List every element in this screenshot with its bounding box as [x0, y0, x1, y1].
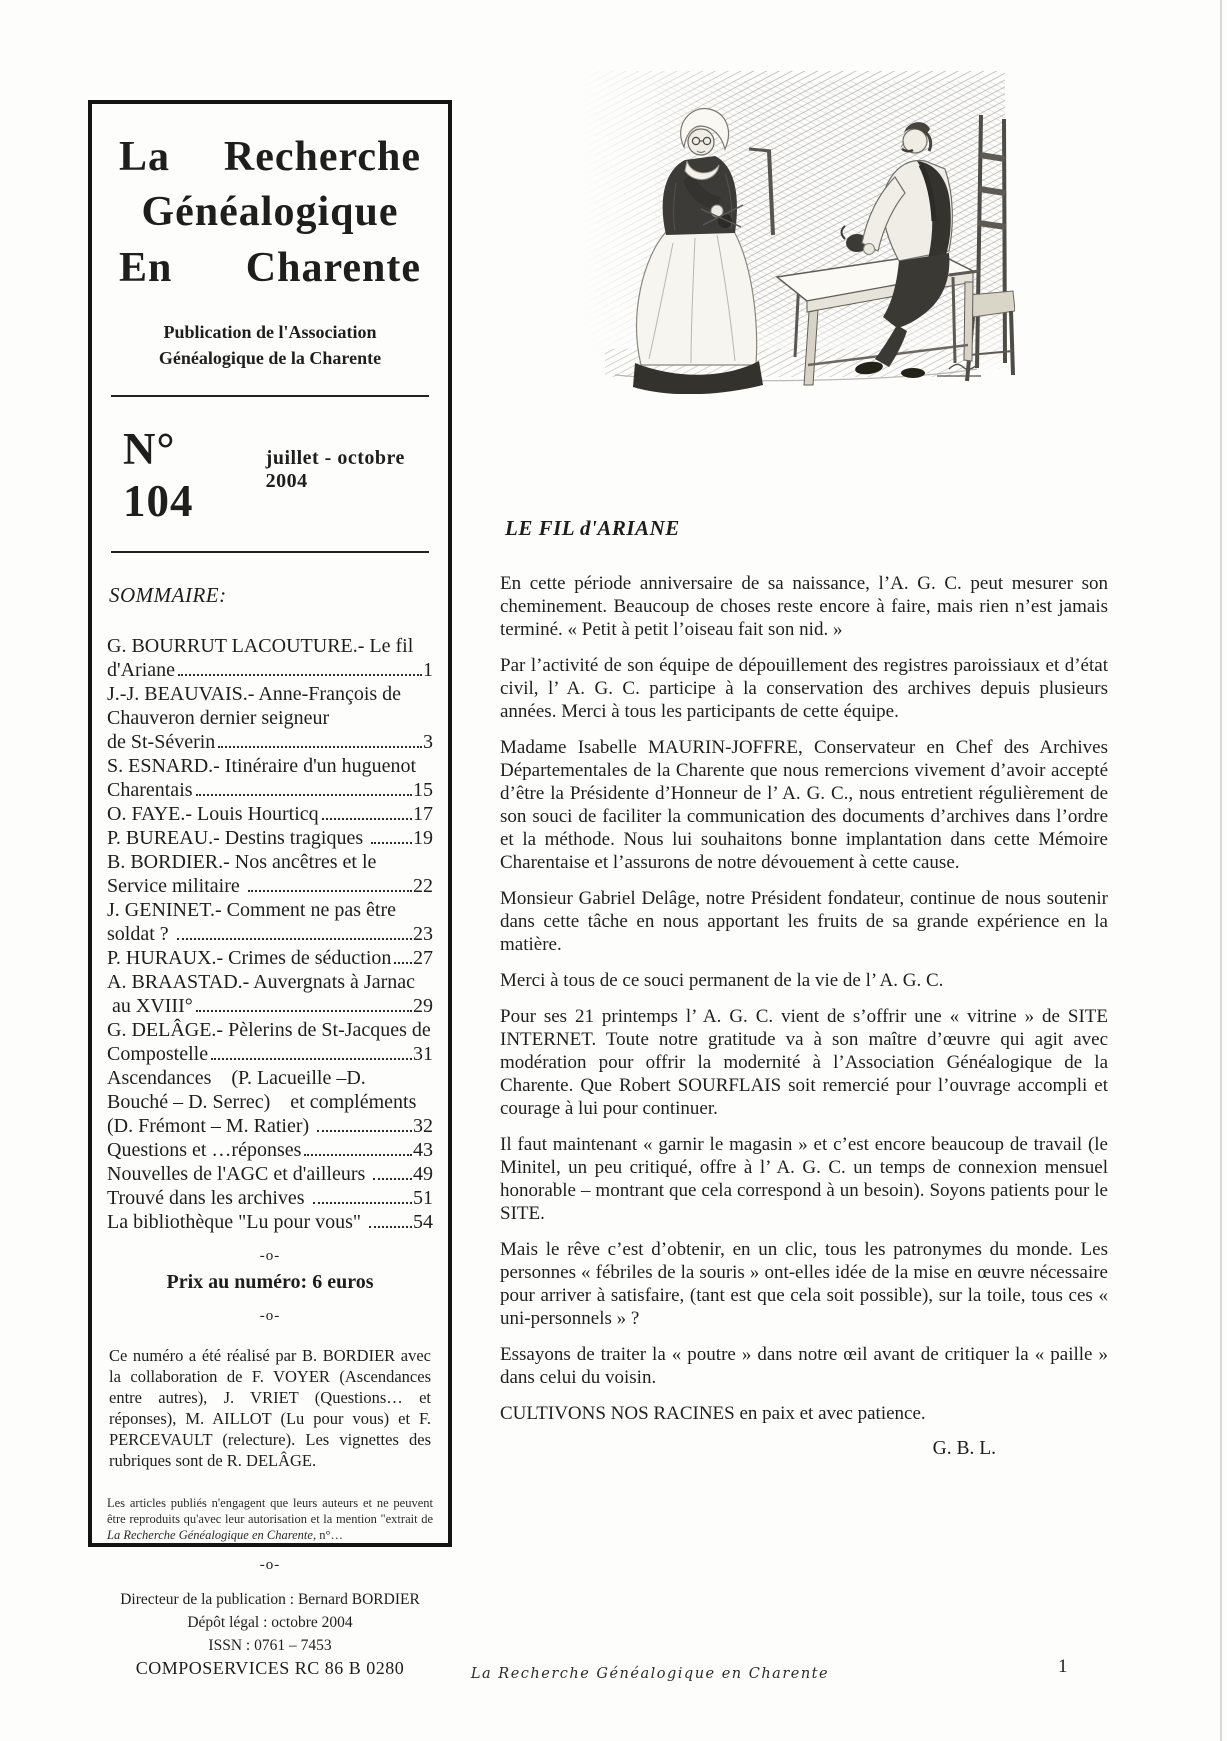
toc-entry-line: Compostelle: [107, 1042, 209, 1065]
ornament-separator: -o-: [259, 1307, 281, 1324]
toc-entry-line: Chauveron dernier seigneur: [107, 706, 330, 729]
toc-entry-line: J. GENINET.- Comment ne pas être: [107, 898, 396, 921]
toc-page-number: 27: [413, 946, 433, 969]
toc-page-number: 54: [413, 1210, 433, 1233]
toc-page-number: 31: [413, 1042, 433, 1065]
toc-entry-line: G. BOURRUT LACOUTURE.- Le fil: [107, 634, 414, 657]
toc-entry: [107, 1186, 433, 1210]
price-line: Prix au numéro: 6 euros: [166, 1270, 374, 1293]
toc-page-number: 23: [413, 922, 433, 945]
toc-entry-line: au XVIII°: [107, 994, 193, 1017]
ornament-separator: -o-: [259, 1556, 281, 1573]
toc-entry: [107, 826, 433, 850]
engraving-illustration: [545, 62, 1015, 394]
toc-entry: [107, 682, 433, 754]
toc-entry-line: S. ESNARD.- Itinéraire d'un huguenot: [107, 754, 417, 777]
editorial-paragraph: Mais le rêve c’est d’obtenir, en un clic, tous les patronymes du monde. Les personnes « fébriles de la souris » ont-elles idée de la mise en œuvre nécessaire pour arriver à satisfaire, (tant est que cela soit possible), sur la toile, tous ces « uni-personnels » ?: [500, 1239, 1108, 1329]
toc-page-number: 51: [413, 1186, 433, 1209]
toc-entry: [107, 1018, 433, 1066]
toc-leader-dots: [178, 674, 422, 676]
editorial-paragraph: Par l’activité de son équipe de dépouillement des registres paroissiaux et d’état civil, l’ A. G. C. participe à la conservation des archives depuis plusieurs années. Merci à tous les participants de cette équipe.: [500, 655, 1108, 722]
masthead-box: [88, 100, 452, 1678]
journal-title-line: En Charente: [119, 244, 421, 291]
toc-page-number: 19: [413, 826, 433, 849]
toc-entry-line: G. DELÂGE.- Pèlerins de St-Jacques de: [107, 1018, 431, 1041]
divider: [111, 395, 429, 397]
toc-page-number: 17: [413, 802, 433, 825]
toc-entry: [107, 970, 433, 1018]
toc-leader-dots: [211, 1058, 412, 1060]
toc-leader-dots: [373, 1178, 412, 1180]
toc-entry: [107, 754, 433, 802]
toc-leader-dots: [196, 1010, 412, 1012]
toc-leader-dots: [322, 818, 412, 820]
journal-title-line: Généalogique: [141, 189, 399, 236]
toc-entry-line: B. BORDIER.- Nos ancêtres et le: [107, 850, 377, 873]
legal-notice-journal-title: La Recherche Généalogique en Charente: [107, 1527, 313, 1542]
toc-page-number: 22: [413, 874, 433, 897]
toc-entry-line: P. HURAUX.- Crimes de séduction: [107, 946, 392, 969]
toc-entry-line: soldat ?: [107, 922, 174, 945]
toc-entry-line: Charentais: [107, 778, 193, 801]
editorial-paragraph: Pour ses 21 printemps l’ A. G. C. vient de s’offrir une « vitrine » de SITE INTERNET. Toute notre gratitude va à son maître d’œuvre qui agit avec modération pour offrir la modernité à l’Association Généalogique de la Charente. Que Robert SOURFLAIS soit remercié pour l’ouvrage accompli et courage à lui pour continuer.: [500, 1006, 1108, 1119]
publisher-line-2: Généalogique de la Charente: [158, 347, 382, 368]
footer-page-number: 1: [1058, 1656, 1068, 1677]
toc-entry-line: Ascendances (P. Lacueille –D.: [107, 1066, 366, 1089]
toc-entry-line: La bibliothèque "Lu pour vous": [107, 1210, 367, 1233]
editorial-paragraph: CULTIVONS NOS RACINES en paix et avec patience.: [500, 1403, 926, 1424]
engraving-svg: [545, 62, 1015, 394]
toc-leader-dots: [313, 1202, 412, 1204]
toc-page-number: 43: [413, 1138, 433, 1161]
toc-leader-dots: [218, 746, 422, 748]
toc-entry-line: Trouvé dans les archives: [107, 1186, 310, 1209]
toc-entry-line: Questions et …réponses: [107, 1138, 302, 1161]
editorial-body: [500, 572, 1108, 1460]
toc-leader-dots: [304, 1154, 412, 1156]
ornament-separator: -o-: [259, 1247, 281, 1264]
imprint-block: [105, 1588, 435, 1680]
journal-title: [105, 130, 435, 296]
legal-notice-text: Les articles publiés n'engagent que leurs auteurs et ne peuvent être reproduits qu'avec leur autorisation et la mention "extrait de: [107, 1495, 433, 1526]
toc-leader-dots: [177, 938, 412, 940]
toc-leader-dots: [369, 1226, 412, 1228]
publisher-line: [105, 320, 435, 370]
toc-entry: [107, 850, 433, 898]
toc-entry-line: J.-J. BEAUVAIS.- Anne-François de: [107, 682, 402, 705]
toc-entry: [107, 634, 433, 682]
sommaire-heading: SOMMAIRE:: [109, 582, 227, 607]
issn-line: ISSN : 0761 – 7453: [208, 1636, 332, 1654]
toc-entry: [107, 1066, 433, 1138]
editorial-signature: G. B. L.: [932, 1438, 996, 1459]
editorial-heading: LE FIL d'ARIANE: [505, 516, 680, 540]
toc-entry: [107, 1138, 433, 1162]
table-of-contents: [107, 634, 433, 1234]
toc-entry: [107, 1162, 433, 1186]
toc-entry: [107, 1210, 433, 1234]
toc-entry-line: d'Ariane: [107, 658, 176, 681]
editorial-paragraph: Monsieur Gabriel Delâge, notre Président fondateur, continue de nous soutenir dans cette tâche en nous apportant les fruits de sa grande expérience en la matière.: [500, 888, 1108, 955]
editorial-paragraph: Merci à tous de ce souci permanent de la vie de l’ A. G. C.: [500, 970, 944, 991]
issue-number: N° 104: [123, 423, 194, 526]
legal-deposit: Dépôt légal : octobre 2004: [187, 1613, 353, 1631]
credits-paragraph: Ce numéro a été réalisé par B. BORDIER avec la collaboration de F. VOYER (Ascendances entre autres), J. VRIET (Questions… et réponses), M. AILLOT (Lu pour vous) et F. PERCEVAULT (relecture). Les vignettes des rubriques sont de R. DELÂGE.: [109, 1345, 431, 1470]
toc-entry: [107, 802, 433, 826]
toc-entry-line: Nouvelles de l'AGC et d'ailleurs: [107, 1162, 371, 1185]
legal-notice-text: , n°…: [312, 1527, 343, 1542]
toc-page-number: 29: [413, 994, 433, 1017]
toc-entry: [107, 898, 433, 946]
toc-entry-line: (D. Frémont – M. Ratier): [107, 1114, 315, 1137]
toc-page-number: 1: [423, 658, 433, 681]
toc-entry-line: O. FAYE.- Louis Hourticq: [107, 802, 319, 825]
toc-leader-dots: [196, 794, 412, 796]
toc-page-number: 32: [413, 1114, 433, 1137]
toc-page-number: 3: [423, 730, 433, 753]
editorial-paragraph: Il faut maintenant « garnir le magasin » et c’est encore beaucoup de travail (le Minitel, un peu critiqué, offre à l’ A. G. C. un temps de connexion mensuel honorable – montrant que cela correspond à un besoin). Soyons patients pour le SITE.: [500, 1134, 1108, 1224]
footer-journal-title: La Recherche Généalogique en Charente: [470, 1666, 830, 1682]
toc-page-number: 15: [413, 778, 433, 801]
issue-date: juillet - octobre 2004: [265, 446, 405, 492]
publisher-line-1: Publication de l'Association: [163, 322, 377, 343]
toc-entry-line: P. BUREAU.- Destins tragiques: [107, 826, 369, 849]
issue-row: [123, 423, 435, 527]
toc-page-number: 49: [413, 1162, 433, 1185]
printer-line: COMPOSERVICES RC 86 B 0280: [135, 1657, 405, 1678]
journal-title-line: La Recherche: [119, 134, 421, 180]
toc-entry-line: Service militaire: [107, 874, 245, 897]
editorial-paragraph: Madame Isabelle MAURIN-JOFFRE, Conservateur en Chef des Archives Départementales de la Charente que nous remercions vivement d’avoir accepté d’être la Présidente d’Honneur de l’ A. G. C., nous entretient régulièrement de son souci de faciliter la communication des documents d’archives dans l’ordre et la méthode. Nous lui souhaitons bonne implantation dans cette Mémoire Charentaise et l’assurons de notre dévouement à cette cause.: [500, 737, 1108, 873]
toc-leader-dots: [317, 1130, 412, 1132]
toc-entry-line: de St-Séverin: [107, 730, 216, 753]
scan-edge-artifact: [1220, 0, 1222, 1741]
editorial-paragraph: En cette période anniversaire de sa naissance, l’A. G. C. peut mesurer son cheminement. Beaucoup de choses reste encore à faire, mais rien n’est jamais terminé. « Petit à petit l’oiseau fait son nid. »: [500, 573, 1108, 640]
toc-leader-dots: [248, 890, 412, 892]
toc-entry-line: A. BRAASTAD.- Auvergnats à Jarnac: [107, 970, 415, 993]
toc-entry: [107, 946, 433, 970]
divider: [111, 551, 429, 553]
editorial-paragraph: Essayons de traiter la « poutre » dans notre œil avant de critiquer la « paille » dans celui du voisin.: [500, 1344, 1108, 1388]
toc-entry-line: Bouché – D. Serrec) et compléments: [107, 1090, 417, 1113]
toc-leader-dots: [371, 842, 412, 844]
publication-director: Directeur de la publication : Bernard BORDIER: [120, 1590, 420, 1608]
toc-leader-dots: [394, 962, 412, 964]
legal-notice: [107, 1495, 433, 1543]
